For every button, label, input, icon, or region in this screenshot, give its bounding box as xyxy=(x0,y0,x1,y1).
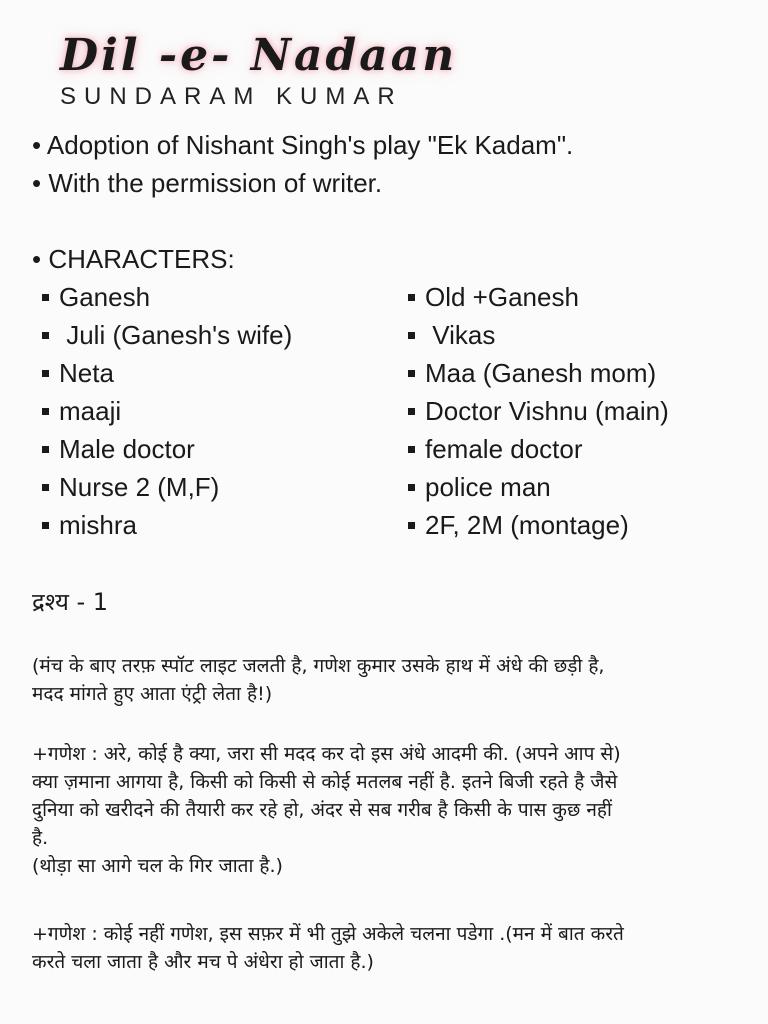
square-bullet-icon xyxy=(408,294,415,301)
square-bullet-icon xyxy=(408,408,415,415)
character-item: Ganesh xyxy=(42,278,292,316)
intro-line: • With the permission of writer. xyxy=(32,168,383,198)
text-line: मदद मांगते हुए आता एंट्री लेता है!) xyxy=(32,683,273,705)
square-bullet-icon xyxy=(42,408,49,415)
character-item: female doctor xyxy=(408,430,669,468)
square-bullet-icon xyxy=(408,332,415,339)
character-item: Vikas xyxy=(408,316,669,354)
square-bullet-icon xyxy=(408,446,415,453)
square-bullet-icon xyxy=(408,370,415,377)
document-header xyxy=(60,30,480,110)
text-line: क्या ज़माना आगया है, किसी को किसी से कोई मतलब नहीं है. इतने बिजी रहते है जैसे xyxy=(32,771,618,793)
intro-notes xyxy=(32,126,573,202)
square-bullet-icon xyxy=(42,332,49,339)
text-line: +गणेश : अरे, कोई है क्या, जरा सी मदद कर दो इस अंधे आदमी की. (अपने आप से) xyxy=(32,743,621,765)
character-item: maaji xyxy=(42,392,292,430)
characters-heading: • CHARACTERS: xyxy=(32,244,235,274)
text-line: है. xyxy=(32,827,49,849)
square-bullet-icon xyxy=(408,484,415,491)
play-title: Dil -e- Nadaan xyxy=(60,30,458,81)
dialogue-block xyxy=(32,920,732,976)
character-item: mishra xyxy=(42,506,292,544)
text-line: (थोड़ा सा आगे चल के गिर जाता है.) xyxy=(32,855,283,877)
text-line: करते चला जाता है और मच पे अंधेरा हो जाता है.) xyxy=(32,951,374,973)
text-line: दुनिया को खरीदने की तैयारी कर रहे हो, अंदर से सब गरीब है किसी के पास कुछ नहीं xyxy=(32,799,612,821)
characters-right-column xyxy=(408,278,669,544)
character-item: Male doctor xyxy=(42,430,292,468)
character-item: Doctor Vishnu (main) xyxy=(408,392,669,430)
square-bullet-icon xyxy=(42,484,49,491)
text-line: (मंच के बाए तरफ़ स्पॉट लाइट जलती है, गणेश कुमार उसके हाथ में अंधे की छड़ी है, xyxy=(32,655,605,677)
characters-left-column xyxy=(42,278,292,544)
text-line: +गणेश : कोई नहीं गणेश, इस सफ़र में भी तुझे अकेले चलना पडेगा .(मन में बात करते xyxy=(32,923,624,945)
square-bullet-icon xyxy=(42,294,49,301)
intro-line: • Adoption of Nishant Singh's play "Ek Kadam". xyxy=(32,130,574,160)
character-item: Old +Ganesh xyxy=(408,278,669,316)
character-item: police man xyxy=(408,468,669,506)
character-item: Maa (Ganesh mom) xyxy=(408,354,669,392)
square-bullet-icon xyxy=(42,446,49,453)
stage-direction xyxy=(32,652,732,708)
author-name: SUNDARAM KUMAR xyxy=(60,83,403,110)
dialogue-block xyxy=(32,740,732,880)
square-bullet-icon xyxy=(42,370,49,377)
character-item: Juli (Ganesh's wife) xyxy=(42,316,292,354)
character-item: 2F, 2M (montage) xyxy=(408,506,669,544)
square-bullet-icon xyxy=(42,522,49,529)
character-item: Neta xyxy=(42,354,292,392)
scene-title: द्रश्य - 1 xyxy=(32,588,109,616)
character-item: Nurse 2 (M,F) xyxy=(42,468,292,506)
square-bullet-icon xyxy=(408,522,415,529)
